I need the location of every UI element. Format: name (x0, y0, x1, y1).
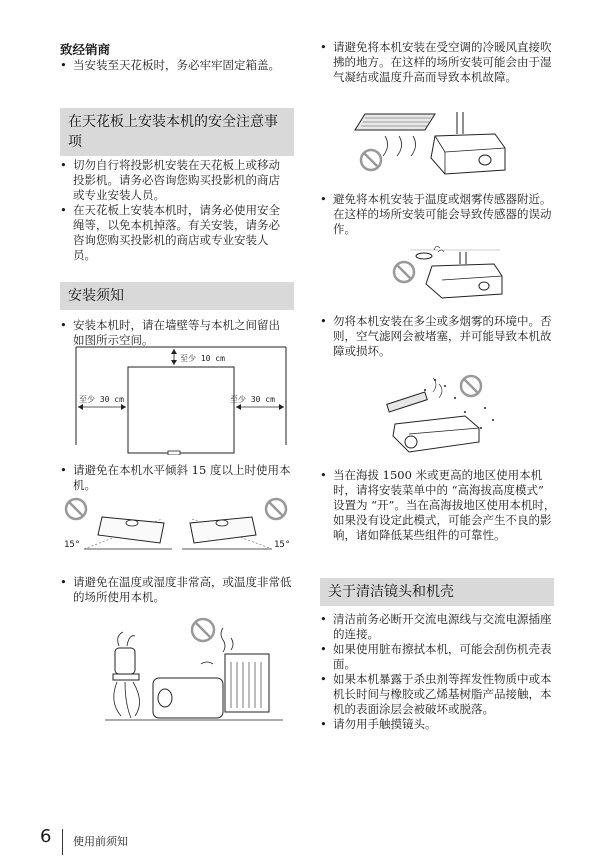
tilt-note (60, 463, 292, 493)
banner-cleaning: 关于清洁镜头和机壳 (320, 578, 554, 606)
cleaning-list (320, 612, 556, 732)
clearance-right-label: 至少 30 cm (230, 395, 275, 404)
list-item: • 请避免在温度或湿度非常高，或温度非常低的场所使用本机。 (60, 575, 292, 605)
list-item: • 请勿用手触摸镜头。 (320, 717, 556, 732)
clearance-top-label: 至少 10 cm (180, 354, 225, 363)
list-item: • 勿将本机安装在多尘或多烟雾的环境中。否则，空气滤网会被堵塞，并可能导致本机故障或损坏。 (320, 314, 556, 359)
footer-divider (62, 829, 63, 855)
aircon-note (320, 40, 556, 85)
tilt-right-label: 15° (274, 540, 291, 550)
list-item: • 安装本机时，请在墙壁等与本机之间留出如图所示空间。 (60, 318, 288, 348)
altitude-note (320, 468, 556, 543)
heat-humidity-illustration (105, 612, 283, 724)
tilt-left-label: 15° (64, 540, 81, 550)
sensor-note (320, 192, 556, 237)
list-item: • 在天花板上安装本机时，请务必使用安全绳等，以免本机掉落。有关安装，请务必咨询您购买投影机的商店或专业安装人员。 (60, 203, 288, 263)
list-item: • 请避免将本机安装在受空调的冷暖风直接吹拂的地方。在这样的场所安装可能会由于湿气凝结或温度升高而导致本机故障。 (320, 40, 556, 85)
dust-illustration (375, 372, 505, 454)
list-item: • 如果本机暴露于杀虫剂等挥发性物质中或本机长时间与橡胶或乙烯基树脂产品接触，本机的表面涂层会被破坏或脱落。 (320, 672, 556, 717)
dust-note (320, 314, 556, 359)
list-item: • 如果使用脏布擦拭本机，可能会刮伤机壳表面。 (320, 642, 556, 672)
section-title-dealers: 致经销商 (60, 42, 111, 57)
list-item: • 避免将本机安装于温度或烟雾传感器附近。在这样的场所安装可能会导致传感器的误动作。 (320, 192, 556, 237)
tilt-diagram (62, 495, 294, 557)
aircon-illustration (345, 108, 515, 186)
page-number: 6 (40, 826, 52, 847)
list-item: • 清洁前务必断开交流电源线与交流电源插座的连接。 (320, 612, 556, 642)
sensor-illustration (390, 242, 520, 304)
ceiling-safety-list (60, 158, 288, 263)
list-item: • 当在海拔 1500 米或更高的地区使用本机时，请将安装菜单中的 “高海拔高度模式” 设置为 “开”。当在高海拔地区使用本机时，如果没有设定此模式，可能会产生不良的影响，诸如降低某些组件的可靠性。 (320, 468, 556, 543)
list-item: • 当安装至天花板时，务必牢牢固定箱盖。 (60, 58, 288, 73)
banner-installation-notes: 安装须知 (60, 282, 294, 310)
temperature-note (60, 575, 292, 605)
list-item: • 请避免在本机水平倾斜 15 度以上时使用本机。 (60, 463, 292, 493)
clearance-diagram (70, 345, 292, 455)
list-item: • 切勿自行将投影机安装在天花板上或移动投影机。请务必咨询您购买投影机的商店或专业安装人员。 (60, 158, 288, 203)
installation-list (60, 318, 288, 348)
footer-section-label: 使用前须知 (73, 835, 128, 848)
banner-ceiling-safety: 在天花板上安装本机的安全注意事项 (60, 108, 294, 156)
dealer-notes (60, 58, 288, 73)
clearance-left-label: 至少 30 cm (79, 395, 124, 404)
